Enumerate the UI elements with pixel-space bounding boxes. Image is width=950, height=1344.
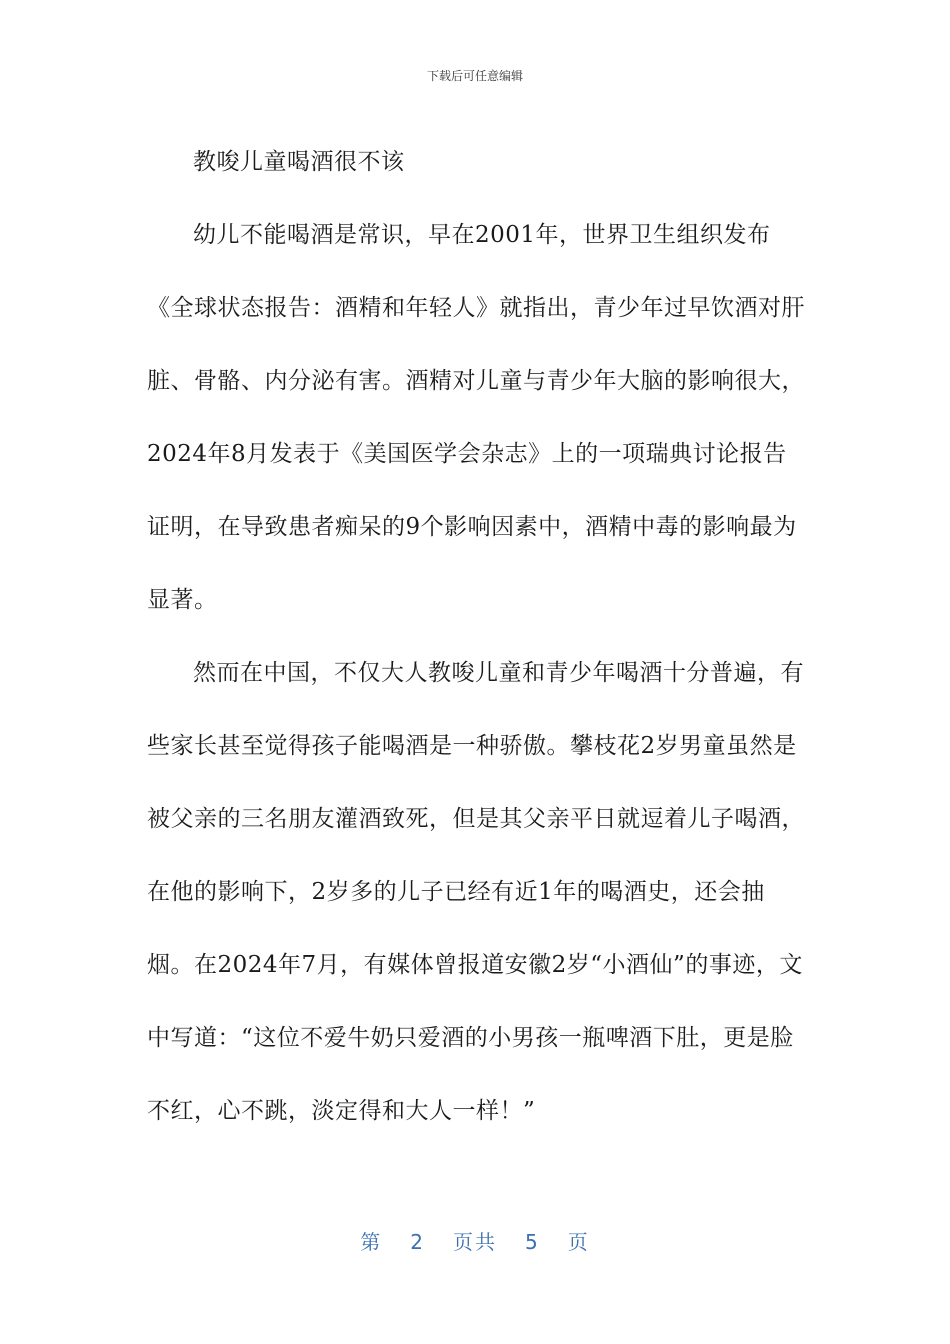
article-body [147,126,807,1148]
total-pages-number: 5 [525,1230,540,1254]
current-page-number: 2 [410,1230,425,1254]
footer-prefix: 第 [360,1230,383,1254]
header-note: 下载后可任意编辑 [426,69,523,83]
footer-suffix: 页 [567,1230,590,1254]
page-footer [0,1226,950,1255]
article-title: 教唆儿童喝酒很不该 [193,149,405,175]
footer-middle: 页共 [453,1230,497,1254]
paragraph-1: 幼儿不能喝酒是常识，早在2001年，世界卫生组织发布《全球状态报告：酒精和年轻人》就指出，青少年过早饮酒对肝脏、骨骼、内分泌有害。酒精对儿童与青少年大脑的影响很大，2024年8月发表于《美国医学会杂志》上的一项瑞典讨论报告证明，在导致患者痴呆的9个影响因素中，酒精中毒的影响最为显著。 [147,222,805,613]
paragraph-2: 然而在中国，不仅大人教唆儿童和青少年喝酒十分普遍，有些家长甚至觉得孩子能喝酒是一种骄傲。攀枝花2岁男童虽然是被父亲的三名朋友灌酒致死，但是其父亲平日就逗着儿子喝酒，在他的影响下，2岁多的儿子已经有近1年的喝酒史，还会抽烟。在2024年7月，有媒体曾报道安徽2岁“小酒仙”的事迹，文中写道：“这位不爱牛奶只爱酒的小男孩一瓶啤酒下肚，更是脸不红，心不跳，淡定得和大人一样！” [147,660,805,1124]
